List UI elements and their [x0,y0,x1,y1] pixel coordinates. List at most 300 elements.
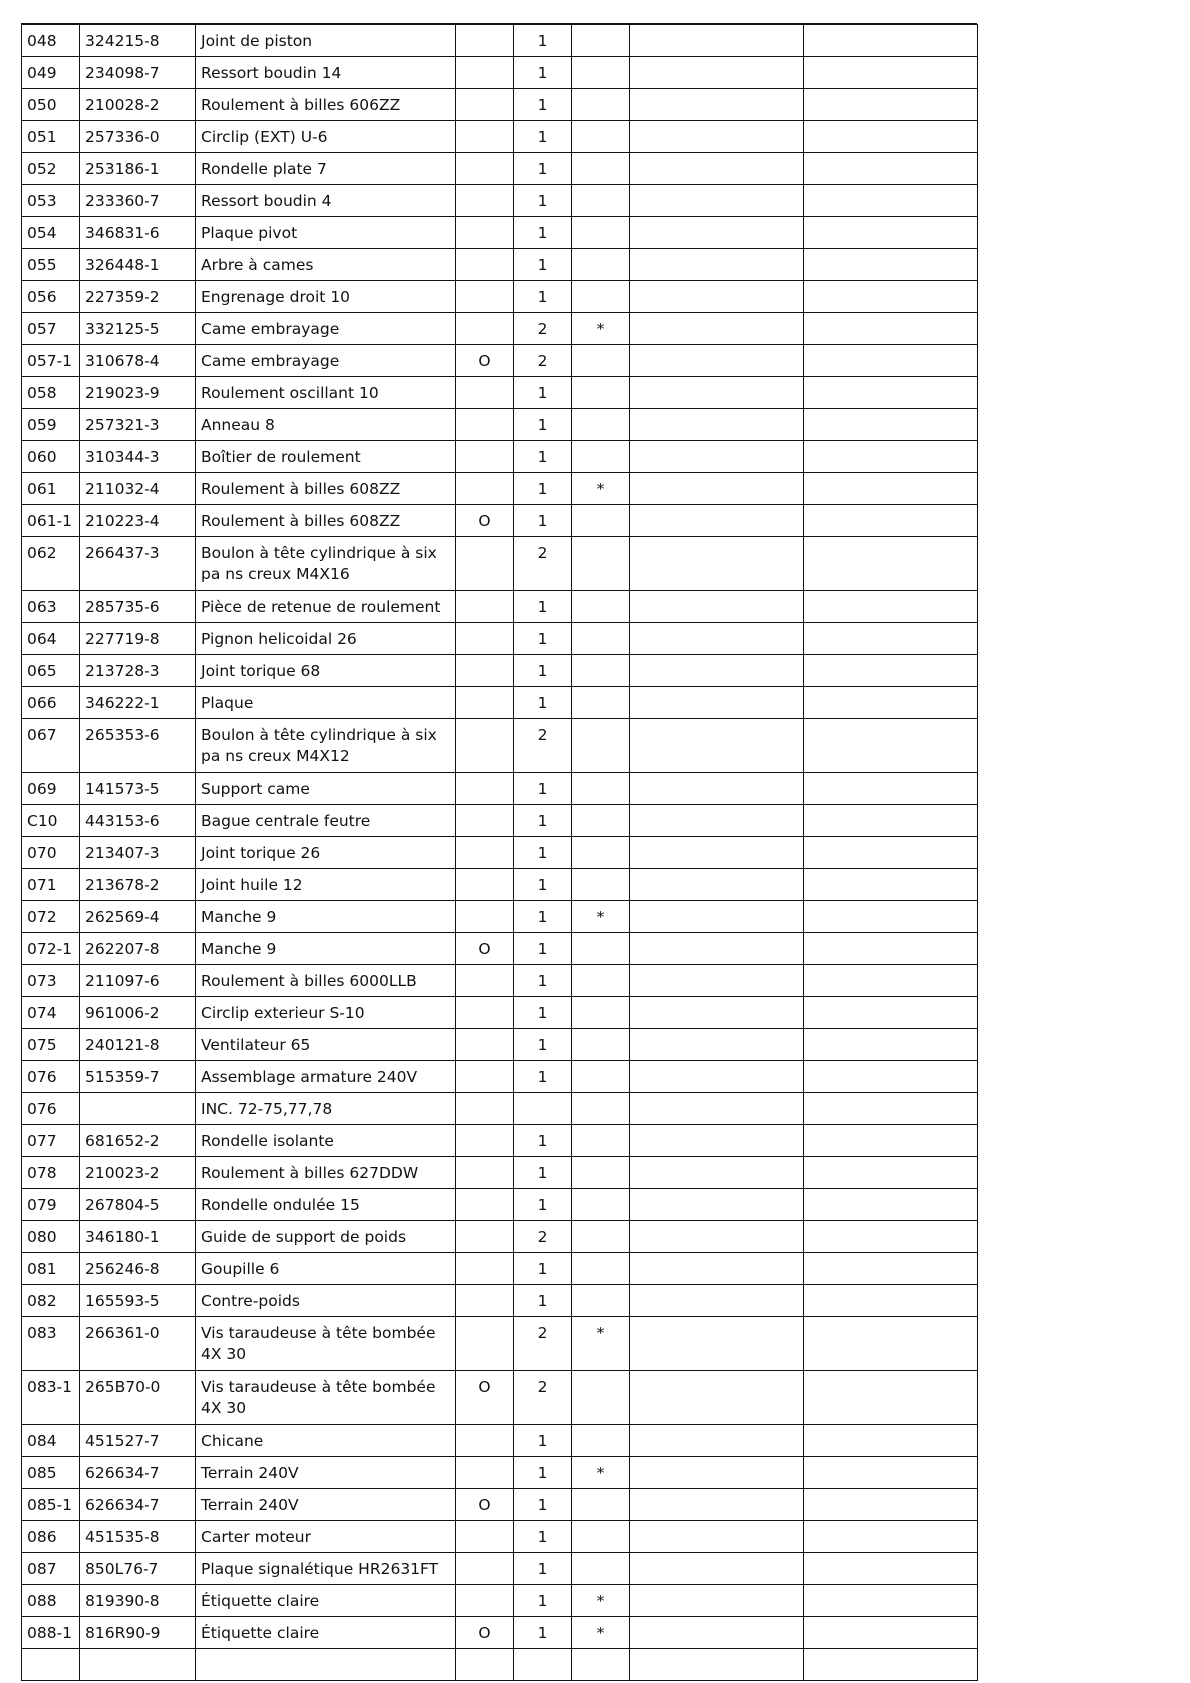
note-cell-1 [630,1061,804,1093]
option-cell [456,153,514,185]
description-cell: Étiquette claire [196,1617,456,1649]
mark-cell [572,217,630,249]
table-row [22,1253,978,1285]
table-row [22,441,978,473]
item-number-cell: C10 [22,805,80,837]
quantity-cell: 1 [514,805,572,837]
quantity-cell: 1 [514,869,572,901]
note-cell-1 [630,217,804,249]
quantity-cell: 1 [514,591,572,623]
empty-cell [804,1649,978,1681]
part-number-cell [80,1093,196,1125]
note-cell-2 [804,1285,978,1317]
empty-cell [572,1649,630,1681]
item-number-cell: 052 [22,153,80,185]
item-number-cell: 069 [22,773,80,805]
description-cell: Roulement à billes 627DDW [196,1157,456,1189]
description-cell: Plaque pivot [196,217,456,249]
table-row [22,121,978,153]
note-cell-2 [804,505,978,537]
quantity-cell: 1 [514,1425,572,1457]
option-cell: O [456,1617,514,1649]
item-number-cell: 072-1 [22,933,80,965]
description-cell: Manche 9 [196,933,456,965]
description-cell: Roulement à billes 608ZZ [196,505,456,537]
note-cell-2 [804,1457,978,1489]
note-cell-2 [804,441,978,473]
note-cell-1 [630,965,804,997]
table-row [22,837,978,869]
note-cell-2 [804,89,978,121]
quantity-cell: 1 [514,997,572,1029]
mark-cell [572,805,630,837]
table-row [22,805,978,837]
part-number-cell: 443153-6 [80,805,196,837]
description-cell: Support came [196,773,456,805]
table-row [22,505,978,537]
note-cell-1 [630,345,804,377]
note-cell-1 [630,1221,804,1253]
part-number-cell: 256246-8 [80,1253,196,1285]
description-cell: Plaque signalétique HR2631FT [196,1553,456,1585]
note-cell-1 [630,1093,804,1125]
quantity-cell: 2 [514,1221,572,1253]
note-cell-1 [630,153,804,185]
quantity-cell: 1 [514,1061,572,1093]
item-number-cell: 085 [22,1457,80,1489]
note-cell-1 [630,505,804,537]
option-cell [456,901,514,933]
quantity-cell: 1 [514,1585,572,1617]
option-cell [456,687,514,719]
note-cell-2 [804,25,978,57]
table-row [22,1189,978,1221]
mark-cell [572,655,630,687]
option-cell: O [456,505,514,537]
option-cell: O [456,345,514,377]
part-number-cell: 211032-4 [80,473,196,505]
part-number-cell: 165593-5 [80,1285,196,1317]
option-cell [456,313,514,345]
table-row [22,89,978,121]
quantity-cell: 1 [514,1553,572,1585]
quantity-cell: 1 [514,377,572,409]
note-cell-2 [804,1489,978,1521]
note-cell-1 [630,1585,804,1617]
mark-cell [572,441,630,473]
note-cell-1 [630,377,804,409]
note-cell-2 [804,1125,978,1157]
table-row [22,377,978,409]
note-cell-2 [804,217,978,249]
option-cell [456,1061,514,1093]
note-cell-2 [804,249,978,281]
note-cell-1 [630,1253,804,1285]
part-number-cell: 515359-7 [80,1061,196,1093]
mark-cell [572,121,630,153]
item-number-cell: 086 [22,1521,80,1553]
item-number-cell: 053 [22,185,80,217]
part-number-cell: 257321-3 [80,409,196,441]
note-cell-1 [630,1425,804,1457]
part-number-cell: 285735-6 [80,591,196,623]
empty-cell [80,1649,196,1681]
description-cell: Manche 9 [196,901,456,933]
table-row [22,1457,978,1489]
quantity-cell: 1 [514,217,572,249]
quantity-cell: 1 [514,1125,572,1157]
empty-cell [630,1649,804,1681]
item-number-cell: 057-1 [22,345,80,377]
note-cell-2 [804,1029,978,1061]
quantity-cell: 1 [514,1157,572,1189]
item-number-cell: 051 [22,121,80,153]
option-cell: O [456,933,514,965]
description-cell: Boulon à tête cylindrique à six pa ns creux M4X12 [196,719,456,773]
description-cell: Roulement à billes 606ZZ [196,89,456,121]
item-number-cell: 064 [22,623,80,655]
description-cell: Contre-poids [196,1285,456,1317]
quantity-cell: 1 [514,185,572,217]
note-cell-2 [804,409,978,441]
table-row [22,1285,978,1317]
item-number-cell: 074 [22,997,80,1029]
mark-cell: * [572,313,630,345]
part-number-cell: 211097-6 [80,965,196,997]
table-row [22,1093,978,1125]
mark-cell [572,837,630,869]
description-cell: Arbre à cames [196,249,456,281]
part-number-cell: 451535-8 [80,1521,196,1553]
mark-cell [572,25,630,57]
mark-cell [572,1061,630,1093]
note-cell-2 [804,1425,978,1457]
note-cell-2 [804,805,978,837]
option-cell [456,473,514,505]
option-cell [456,869,514,901]
table-row [22,313,978,345]
mark-cell [572,1029,630,1061]
note-cell-2 [804,965,978,997]
mark-cell [572,1285,630,1317]
description-cell: Guide de support de poids [196,1221,456,1253]
quantity-cell: 1 [514,57,572,89]
quantity-cell: 1 [514,901,572,933]
note-cell-2 [804,1317,978,1371]
description-cell: Bague centrale feutre [196,805,456,837]
quantity-cell: 1 [514,89,572,121]
mark-cell [572,1253,630,1285]
note-cell-2 [804,655,978,687]
option-cell [456,773,514,805]
note-cell-1 [630,869,804,901]
note-cell-1 [630,1617,804,1649]
description-cell: Circlip exterieur S-10 [196,997,456,1029]
quantity-cell: 2 [514,719,572,773]
option-cell [456,537,514,591]
option-cell [456,1029,514,1061]
option-cell [456,1093,514,1125]
part-number-cell: 332125-5 [80,313,196,345]
item-number-cell: 087 [22,1553,80,1585]
mark-cell [572,1425,630,1457]
option-cell [456,1553,514,1585]
quantity-cell: 1 [514,1285,572,1317]
option-cell [456,25,514,57]
part-number-cell: 234098-7 [80,57,196,89]
note-cell-2 [804,1157,978,1189]
table-row [22,719,978,773]
item-number-cell: 061 [22,473,80,505]
part-number-cell: 227719-8 [80,623,196,655]
note-cell-2 [804,121,978,153]
mark-cell [572,281,630,313]
quantity-cell: 1 [514,249,572,281]
mark-cell [572,591,630,623]
note-cell-1 [630,1371,804,1425]
item-number-cell: 076 [22,1093,80,1125]
quantity-cell [514,1093,572,1125]
part-number-cell: 257336-0 [80,121,196,153]
note-cell-1 [630,409,804,441]
part-number-cell: 233360-7 [80,185,196,217]
item-number-cell: 070 [22,837,80,869]
option-cell [456,89,514,121]
note-cell-2 [804,1553,978,1585]
description-cell: Roulement oscillant 10 [196,377,456,409]
mark-cell [572,1553,630,1585]
note-cell-2 [804,345,978,377]
note-cell-2 [804,537,978,591]
note-cell-2 [804,773,978,805]
table-row [22,1585,978,1617]
quantity-cell: 1 [514,837,572,869]
quantity-cell: 1 [514,121,572,153]
option-cell [456,1521,514,1553]
quantity-cell: 2 [514,313,572,345]
option-cell [456,185,514,217]
mark-cell [572,185,630,217]
table-row-empty [22,1649,978,1681]
table-row [22,185,978,217]
quantity-cell: 1 [514,281,572,313]
table-row [22,217,978,249]
description-cell: Étiquette claire [196,1585,456,1617]
item-number-cell: 062 [22,537,80,591]
table-row [22,1221,978,1253]
quantity-cell: 1 [514,655,572,687]
mark-cell [572,869,630,901]
part-number-cell: 819390-8 [80,1585,196,1617]
table-row [22,409,978,441]
item-number-cell: 072 [22,901,80,933]
mark-cell [572,1157,630,1189]
quantity-cell: 1 [514,1457,572,1489]
item-number-cell: 065 [22,655,80,687]
part-number-cell: 210028-2 [80,89,196,121]
part-number-cell: 210223-4 [80,505,196,537]
note-cell-1 [630,89,804,121]
description-cell: Joint de piston [196,25,456,57]
note-cell-1 [630,1489,804,1521]
description-cell: Rondelle isolante [196,1125,456,1157]
table-row [22,869,978,901]
item-number-cell: 050 [22,89,80,121]
table-row [22,281,978,313]
mark-cell [572,1189,630,1221]
quantity-cell: 1 [514,1521,572,1553]
note-cell-1 [630,655,804,687]
description-cell: Chicane [196,1425,456,1457]
mark-cell [572,1093,630,1125]
table-row [22,473,978,505]
part-number-cell: 262569-4 [80,901,196,933]
table-row [22,1317,978,1371]
description-cell: Boîtier de roulement [196,441,456,473]
mark-cell [572,249,630,281]
note-cell-2 [804,719,978,773]
table-row [22,57,978,89]
table-row [22,1029,978,1061]
part-number-cell: 816R90-9 [80,1617,196,1649]
quantity-cell: 2 [514,1317,572,1371]
part-number-cell: 227359-2 [80,281,196,313]
note-cell-1 [630,623,804,655]
part-number-cell: 213678-2 [80,869,196,901]
note-cell-2 [804,623,978,655]
item-number-cell: 066 [22,687,80,719]
item-number-cell: 088-1 [22,1617,80,1649]
table-row [22,1489,978,1521]
part-number-cell: 141573-5 [80,773,196,805]
part-number-cell: 267804-5 [80,1189,196,1221]
table-row [22,773,978,805]
mark-cell: * [572,1317,630,1371]
table-row [22,1553,978,1585]
description-cell: Vis taraudeuse à tête bombée 4X 30 [196,1371,456,1425]
description-cell: Anneau 8 [196,409,456,441]
table-row [22,1061,978,1093]
note-cell-1 [630,591,804,623]
description-cell: Joint torique 68 [196,655,456,687]
option-cell [456,965,514,997]
description-cell: Came embrayage [196,345,456,377]
part-number-cell: 240121-8 [80,1029,196,1061]
item-number-cell: 049 [22,57,80,89]
note-cell-2 [804,1371,978,1425]
note-cell-2 [804,1253,978,1285]
mark-cell [572,997,630,1029]
description-cell: Terrain 240V [196,1457,456,1489]
part-number-cell: 681652-2 [80,1125,196,1157]
description-cell: Ressort boudin 14 [196,57,456,89]
part-number-cell: 213728-3 [80,655,196,687]
item-number-cell: 077 [22,1125,80,1157]
option-cell [456,1253,514,1285]
note-cell-1 [630,1317,804,1371]
part-number-cell: 266361-0 [80,1317,196,1371]
note-cell-2 [804,377,978,409]
option-cell [456,377,514,409]
quantity-cell: 2 [514,345,572,377]
mark-cell [572,537,630,591]
note-cell-1 [630,1157,804,1189]
description-cell: Joint torique 26 [196,837,456,869]
mark-cell [572,1521,630,1553]
description-cell: Rondelle plate 7 [196,153,456,185]
note-cell-1 [630,837,804,869]
note-cell-2 [804,1061,978,1093]
option-cell [456,1221,514,1253]
option-cell [456,441,514,473]
mark-cell: * [572,473,630,505]
mark-cell [572,1221,630,1253]
mark-cell: * [572,1457,630,1489]
quantity-cell: 1 [514,153,572,185]
empty-cell [514,1649,572,1681]
item-number-cell: 060 [22,441,80,473]
part-number-cell: 324215-8 [80,25,196,57]
item-number-cell: 076 [22,1061,80,1093]
item-number-cell: 079 [22,1189,80,1221]
parts-sheet [21,24,978,1681]
table-row [22,1617,978,1649]
option-cell [456,249,514,281]
mark-cell [572,153,630,185]
table-row [22,933,978,965]
item-number-cell: 078 [22,1157,80,1189]
note-cell-1 [630,441,804,473]
item-number-cell: 080 [22,1221,80,1253]
empty-cell [196,1649,456,1681]
empty-cell [456,1649,514,1681]
quantity-cell: 2 [514,537,572,591]
mark-cell [572,409,630,441]
part-number-cell: 253186-1 [80,153,196,185]
part-number-cell: 265B70-0 [80,1371,196,1425]
mark-cell [572,377,630,409]
mark-cell [572,623,630,655]
description-cell: Roulement à billes 608ZZ [196,473,456,505]
table-row [22,1125,978,1157]
option-cell [456,1425,514,1457]
item-number-cell: 088 [22,1585,80,1617]
part-number-cell: 219023-9 [80,377,196,409]
item-number-cell: 054 [22,217,80,249]
note-cell-1 [630,121,804,153]
part-number-cell: 266437-3 [80,537,196,591]
description-cell: Vis taraudeuse à tête bombée 4X 30 [196,1317,456,1371]
note-cell-1 [630,805,804,837]
item-number-cell: 073 [22,965,80,997]
description-cell: Plaque [196,687,456,719]
note-cell-1 [630,1125,804,1157]
mark-cell [572,1125,630,1157]
part-number-cell: 265353-6 [80,719,196,773]
option-cell: O [456,1371,514,1425]
quantity-cell: 1 [514,933,572,965]
option-cell [456,1585,514,1617]
option-cell [456,623,514,655]
description-cell: INC. 72-75,77,78 [196,1093,456,1125]
note-cell-2 [804,997,978,1029]
parts-table [21,24,978,1681]
option-cell [456,1125,514,1157]
option-cell [456,409,514,441]
part-number-cell: 451527-7 [80,1425,196,1457]
note-cell-1 [630,1285,804,1317]
quantity-cell: 1 [514,505,572,537]
